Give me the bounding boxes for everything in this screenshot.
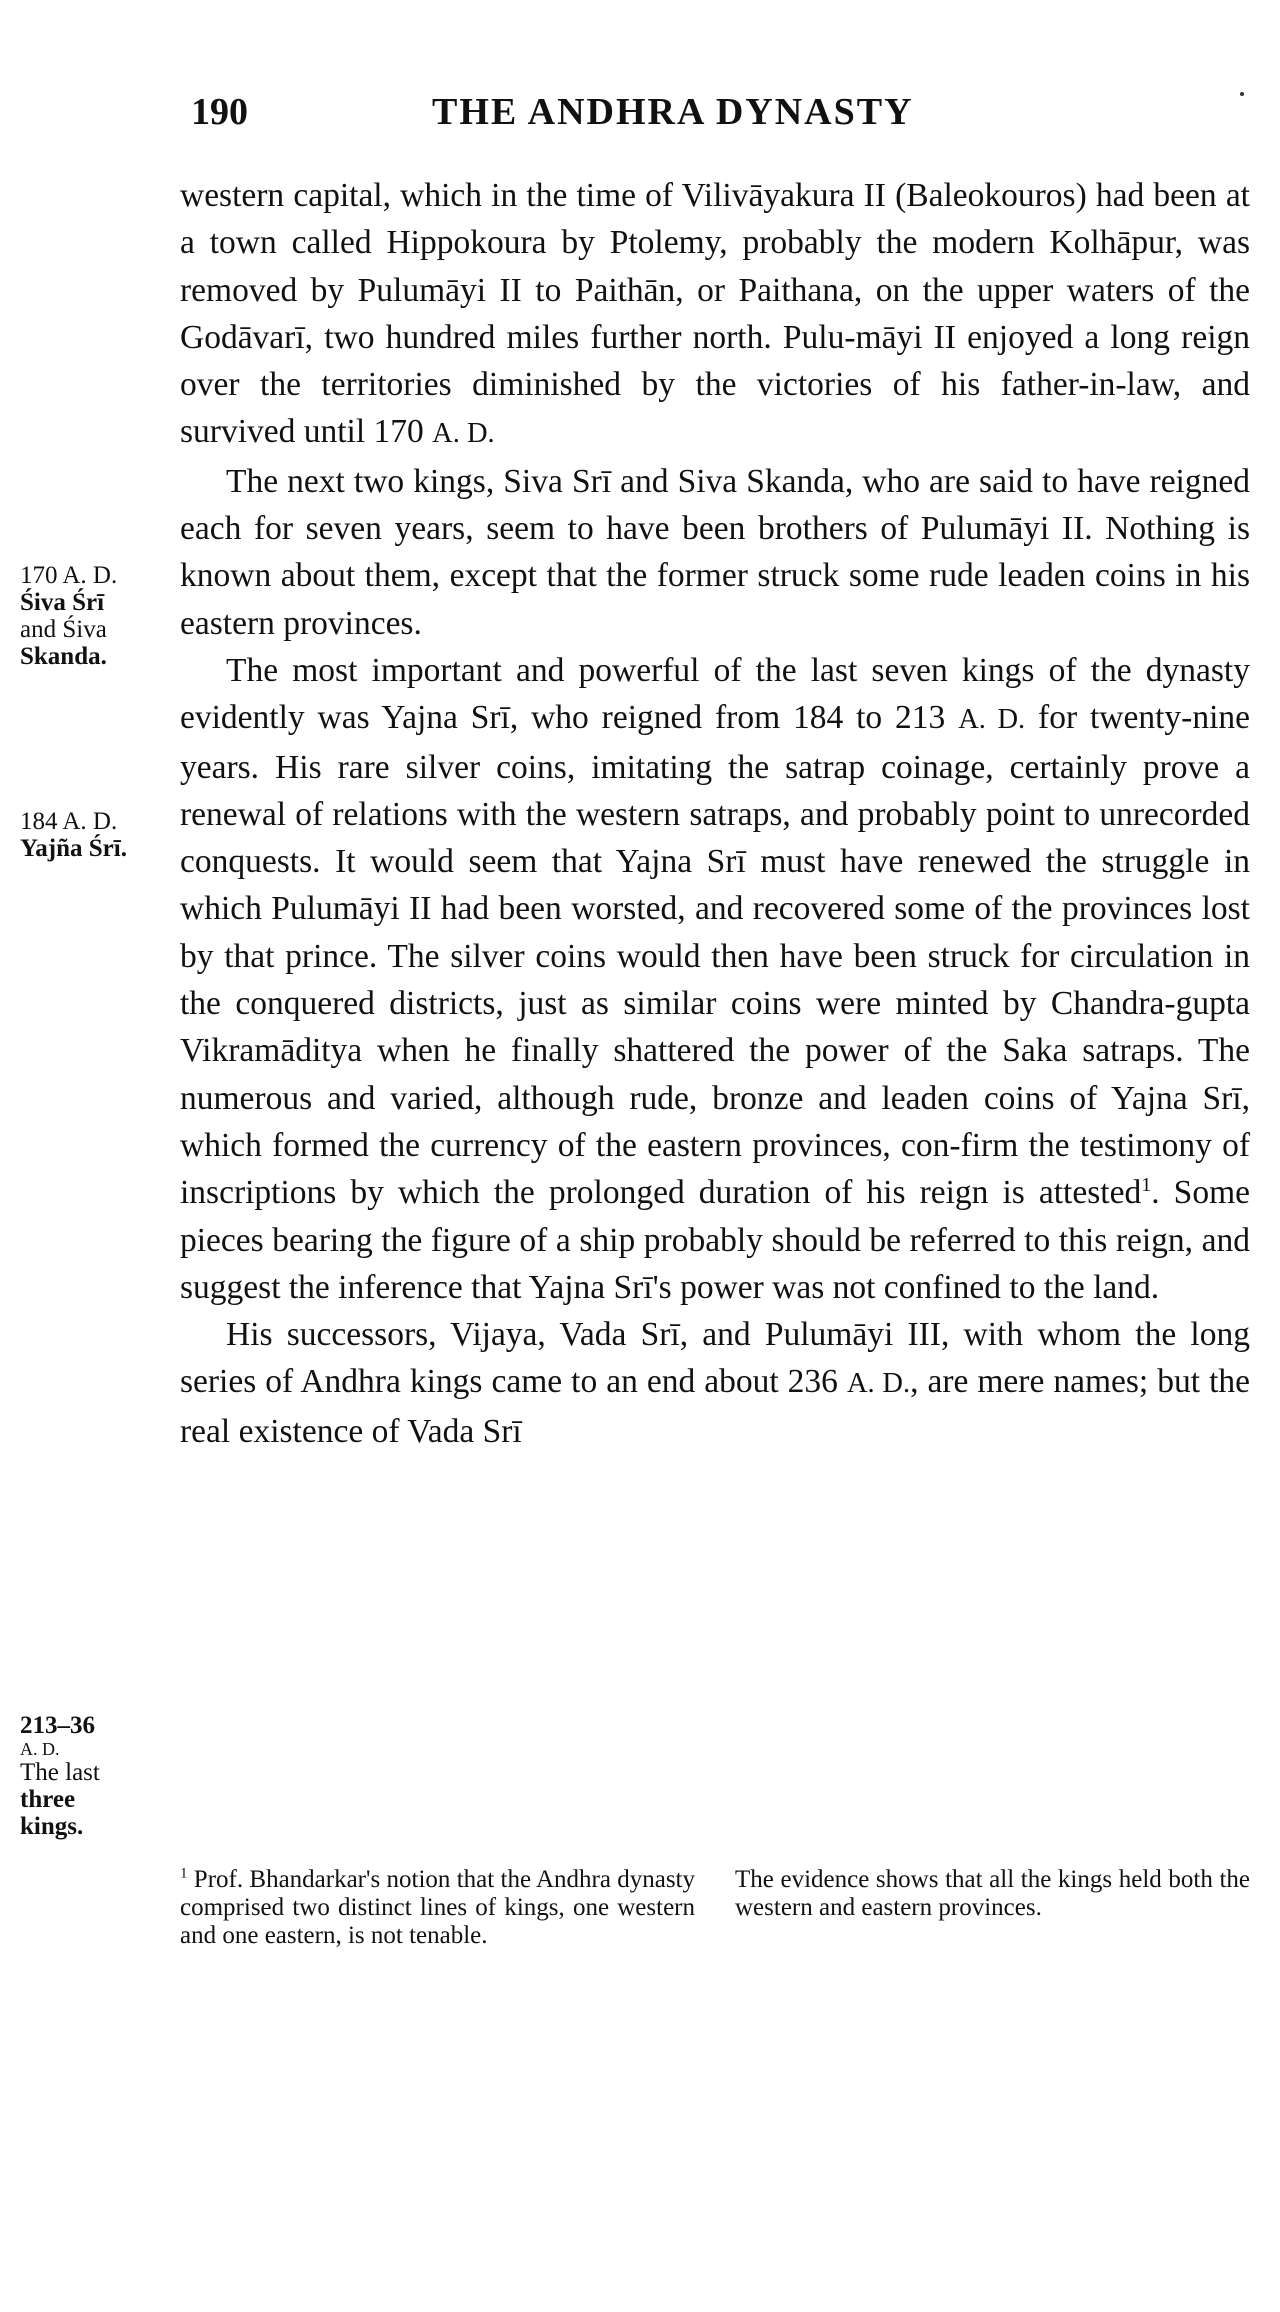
side-note-line: The last [20, 1759, 100, 1786]
side-note-line: kings. [20, 1813, 84, 1840]
side-note-date: 213–36 [20, 1712, 95, 1739]
running-title: THE ANDHRA DYNASTY [432, 91, 914, 133]
footnotes [180, 1866, 1250, 1950]
side-note-last-kings [20, 1712, 100, 1840]
side-note-line: Yajña Śrī. [20, 835, 127, 862]
side-note-line: three [20, 1786, 76, 1813]
page-number: 190 [191, 91, 248, 133]
side-note-line: Śiva Śrī [20, 589, 105, 616]
footnote-column-1 [180, 1866, 695, 1950]
paragraph-3-text-b: for twenty-nine years. His rare silver coins, imitating the satrap coinage, certainly prove a renewal of relations with the western satraps, and probably point to unrecorded conquests. It would seem that Yajna Srī must have renewed the struggle in which Pulumāyi II had been worsted, and recovered some of the provinces lost by that prince. The silver coins would then have been struck for circulation in the conquered districts, just as similar coins were minted by Chandra-gupta Vikramāditya when he finally shattered the power of the Saka satraps. The numerous and varied, although rude, bronze and leaden coins of Yajna Srī, which formed the currency of the eastern provinces, con-firm the testimony of inscriptions by which the prolonged duration of his reign is attested [180, 699, 1250, 1212]
paragraph-1 [180, 172, 1250, 458]
paragraph-2 [180, 458, 1250, 647]
paragraph-3-text-c: . Some pieces bearing the figure of a ship probably should be referred to this reign, and suggest the inference that Yajna Srī's power was not confined to the land. [180, 1174, 1250, 1306]
footnote-reference: 1 [1141, 1174, 1152, 1197]
side-note-yajna [20, 808, 127, 862]
print-blemish [1240, 92, 1244, 96]
side-note-date: 170 A. D. [20, 562, 118, 589]
paragraph-1-text: western capital, which in the time of Vilivāyakura II (Baleokouros) had been at a town called Hippokoura by Ptolemy, probably the modern Kolhāpur, was removed by Pulumāyi II to Paithān, or Paithana, on the upper waters of the Godāvarī, two hundred miles further north. Pulu-māyi II enjoyed a long reign over the territories diminished by the victories of his father-in-law, and survived until 170 [180, 177, 1250, 451]
footnote-text: Prof. Bhandarkar's notion that the Andhra dynasty comprised two distinct lines of kings, one western and one eastern, is not tenable. [180, 1866, 695, 1949]
era-label: A. D. [846, 1368, 911, 1400]
paragraph-4-text-a: His successors, Vijaya, Vada Srī, and Pulumāyi III, with whom the long series of Andhra kings came to an end about 236 [180, 1316, 1250, 1401]
footnote-mark: 1 [180, 1865, 188, 1882]
footnote-column-2 [735, 1866, 1250, 1950]
footnote-text: The evidence shows that all the kings held both the western and eastern provinces. [735, 1866, 1250, 1921]
paragraph-4-text-b: , are mere names; but the real existence of Vada Srī [180, 1363, 1251, 1450]
side-note-line: and Śiva [20, 616, 107, 643]
paragraph-3 [180, 647, 1250, 1311]
body-text [180, 172, 1250, 1455]
era-label: A. D. [432, 418, 495, 450]
side-note-line: A. D. [20, 1739, 60, 1759]
side-note-siva [20, 562, 117, 670]
side-note-date: 184 A. D. [20, 808, 118, 835]
page-header [0, 90, 1280, 138]
paragraph-3-text-a: The most important and powerful of the last seven kings of the dynasty evidently was Yajna Srī, who reigned from 184 to 213 [180, 651, 1250, 737]
paragraph-2-text: The next two kings, Siva Srī and Siva Skanda, who are said to have reigned each for seven years, seem to have been brothers of Pulumāyi II. Nothing is known about them, except that the former struck some rude leaden coins in his eastern provinces. [180, 462, 1250, 642]
side-note-line: Skanda. [20, 643, 107, 670]
era-label: A. D. [958, 704, 1026, 736]
paragraph-4 [180, 1311, 1250, 1455]
